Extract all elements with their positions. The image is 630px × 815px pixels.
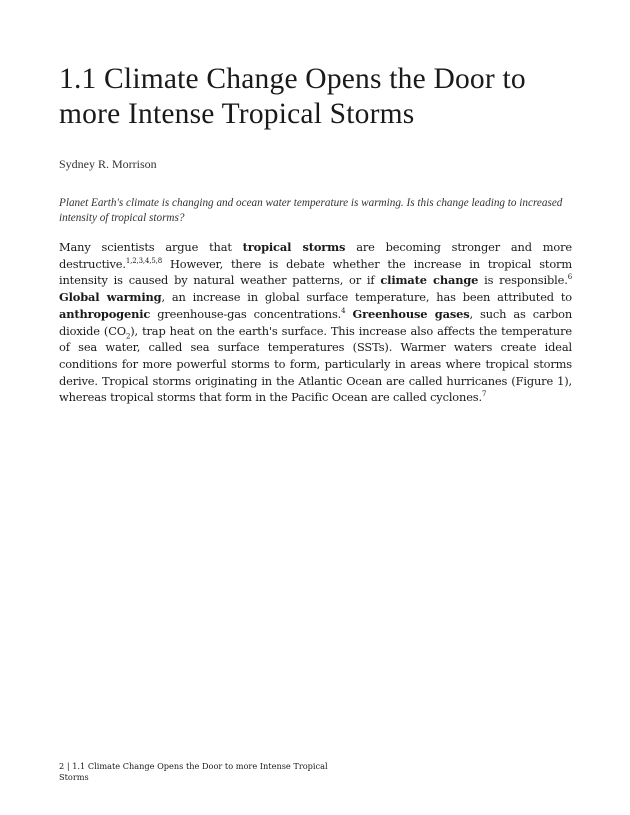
citation-superscript: 6 [567,273,572,282]
body-text-run [345,307,352,321]
running-title: 1.1 Climate Change Opens the Door to more Intense Tropical Storms [59,761,328,782]
body-text-run: greenhouse-gas concentrations. [150,306,342,321]
page-number: 2 [59,761,65,771]
author-name: Sydney R. Morrison [59,157,157,171]
keyword-greenhouse-gases: Greenhouse gases [352,306,470,321]
body-text-run: Many scientists argue that [59,240,243,254]
abstract-question: Planet Earth's climate is changing and ocean water temperature is warming. Is this change leading to increased intensity of tropical storms? [59,197,563,224]
citation-superscript: 1,2,3,4,5,8 [125,256,163,265]
keyword-global-warming: Global warming [59,290,162,305]
chapter-title: 1.1 Climate Change Opens the Door to more Intense Tropical Storms [59,63,526,130]
footer-separator: | [66,761,70,771]
citation-superscript: 7 [481,390,487,399]
body-paragraph [59,239,572,406]
citation-superscript: 4 [341,307,346,316]
keyword-anthropogenic: anthropogenic [59,306,151,321]
body-text-run: However, there is debate whether the increase in tropical storm intensity is caused by natural weather patterns, or if [59,256,572,288]
body-text-run: ), trap heat on the earth's surface. This increase also affects the temperature of sea water, called sea surface temperatures (SSTs). Warmer waters create ideal conditions for more powerful storms to form, particularly in areas where tropical storms derive. Tropical storms originating in the Atlantic Ocean are called hurricanes (Figure 1), whereas tropical storms that form in the Pacific Ocean are called cyclones. [59,323,572,405]
keyword-tropical-storms: tropical storms [242,240,346,254]
body-text-run: , such as carbon dioxide (CO [59,306,573,338]
page-footer [59,761,339,782]
subscript-2: 2 [125,331,131,340]
body-text-run: is responsible. [478,273,568,288]
keyword-climate-change: climate change [380,273,479,288]
body-text-run: are becoming stronger and more destructive. [59,240,572,271]
body-text-run: , an increase in global surface temperature, has been attributed to [161,290,572,305]
